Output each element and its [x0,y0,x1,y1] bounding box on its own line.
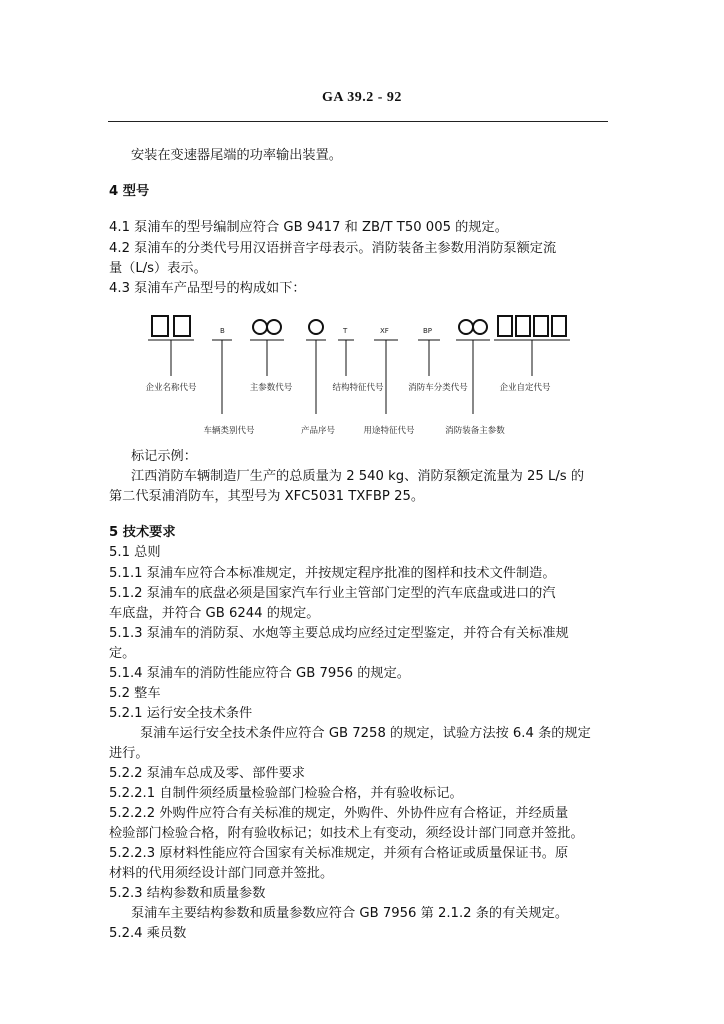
example-title: 标记示例： [131,449,197,464]
clause-5-1-2-line2: 车底盘，并符合 GB 6244 的规定。 [109,606,320,621]
section-heading-5: 5 技术要求 [109,525,176,540]
clause-4-3: 4.3 泵浦车产品型号的构成如下： [109,281,306,296]
label-product-seq: 产品序号 [300,426,336,436]
clause-5-2: 5.2 整车 [109,686,161,701]
box-custom-3 [534,316,548,336]
circle-param-1 [253,320,267,334]
clause-5-2-2-2-line2: 检验部门检验合格，附有验收标记；如技术上有变动，须经设计部门同意并签批。 [109,826,584,841]
circle-product-seq [309,320,323,334]
clause-4-2-line2: 量（L/s）表示。 [109,261,207,276]
mark-b: B [220,327,225,335]
box-custom-1 [498,316,512,336]
box-square-1 [152,316,168,336]
clause-5-2-3: 5.2.3 结构参数和质量参数 [109,886,266,901]
example-line1: 江西消防车辆制造厂生产的总质量为 2 540 kg、消防泵额定流量为 25 L/s 的 [131,469,585,484]
label-enterprise-name: 企业名称代号 [145,383,197,393]
clause-5-2-1-text-line2: 进行。 [109,746,149,761]
label-usage: 用途特征代号 [363,426,415,436]
clause-5-2-1-text-line1: 泵浦车运行安全技术条件应符合 GB 7258 的规定，试验方法按 6.4 条的规定 [140,726,591,741]
clause-4-2-line1: 4.2 泵浦车的分类代号用汉语拼音字母表示。消防装备主参数用消防泵额定流 [109,241,557,256]
clause-5-1-3-line2: 定。 [109,646,136,661]
clause-5-1: 5.1 总则 [109,545,161,560]
clause-5-1-4: 5.1.4 泵浦车的消防性能应符合 GB 7956 的规定。 [109,666,410,681]
clause-5-2-2: 5.2.2 泵浦车总成及零、部件要求 [109,766,305,781]
label-custom: 企业自定代号 [499,383,551,393]
circle-param-2 [267,320,281,334]
section-heading-4: 4 型号 [109,184,150,199]
mark-t: T [343,327,348,335]
box-square-2 [174,316,190,336]
clause-5-1-2-line1: 5.1.2 泵浦车的底盘必须是国家汽车行业主管部门定型的汽车底盘或进口的汽 [109,586,556,601]
standard-code-header: GA 39.2 - 92 [322,90,402,105]
box-custom-4 [552,316,566,336]
mark-bp: BP [423,327,433,335]
clause-5-2-3-text: 泵浦车主要结构参数和质量参数应符合 GB 7956 第 2.1.2 条的有关规定。 [131,906,569,921]
label-equipment-param: 消防装备主参数 [445,426,505,436]
clause-5-2-2-1: 5.2.2.1 自制件须经质量检验部门检验合格，并有验收标记。 [109,786,463,801]
mark-xf: XF [380,327,389,335]
paragraph-line: 安装在变速器尾端的功率输出装置。 [131,148,342,163]
clause-5-2-2-2-line1: 5.2.2.2 外购件应符合有关标准的规定，外购件、外协件应有合格证，并经质量 [109,806,569,821]
label-vehicle-class: 车辆类别代号 [203,426,255,436]
label-main-param: 主参数代号 [249,383,293,393]
header-rule [108,121,608,122]
circle-equip-1 [459,320,473,334]
clause-5-2-4: 5.2.4 乘员数 [109,926,187,941]
clause-5-2-2-3-line1: 5.2.2.3 原材料性能应符合国家有关标准规定，并须有合格证或质量保证书。原 [109,846,569,861]
model-structure-diagram [140,312,580,442]
circle-equip-2 [473,320,487,334]
clause-5-2-2-3-line2: 材料的代用须经设计部门同意并签批。 [109,866,334,881]
clause-5-2-1: 5.2.1 运行安全技术条件 [109,706,253,721]
clause-4-1: 4.1 泵浦车的型号编制应符合 GB 9417 和 ZB/T T50 005 的规定。 [109,220,508,235]
example-line2: 第二代泵浦消防车，其型号为 XFC5031 TXFBP 25。 [109,489,425,504]
clause-5-1-1: 5.1.1 泵浦车应符合本标准规定，并按规定程序批准的图样和技术文件制造。 [109,566,556,581]
label-structure: 结构特征代号 [332,383,384,393]
clause-5-1-3-line1: 5.1.3 泵浦车的消防泵、水炮等主要总成均应经过定型鉴定，并符合有关标准规 [109,626,569,641]
label-classification: 消防车分类代号 [408,383,468,393]
box-custom-2 [516,316,530,336]
